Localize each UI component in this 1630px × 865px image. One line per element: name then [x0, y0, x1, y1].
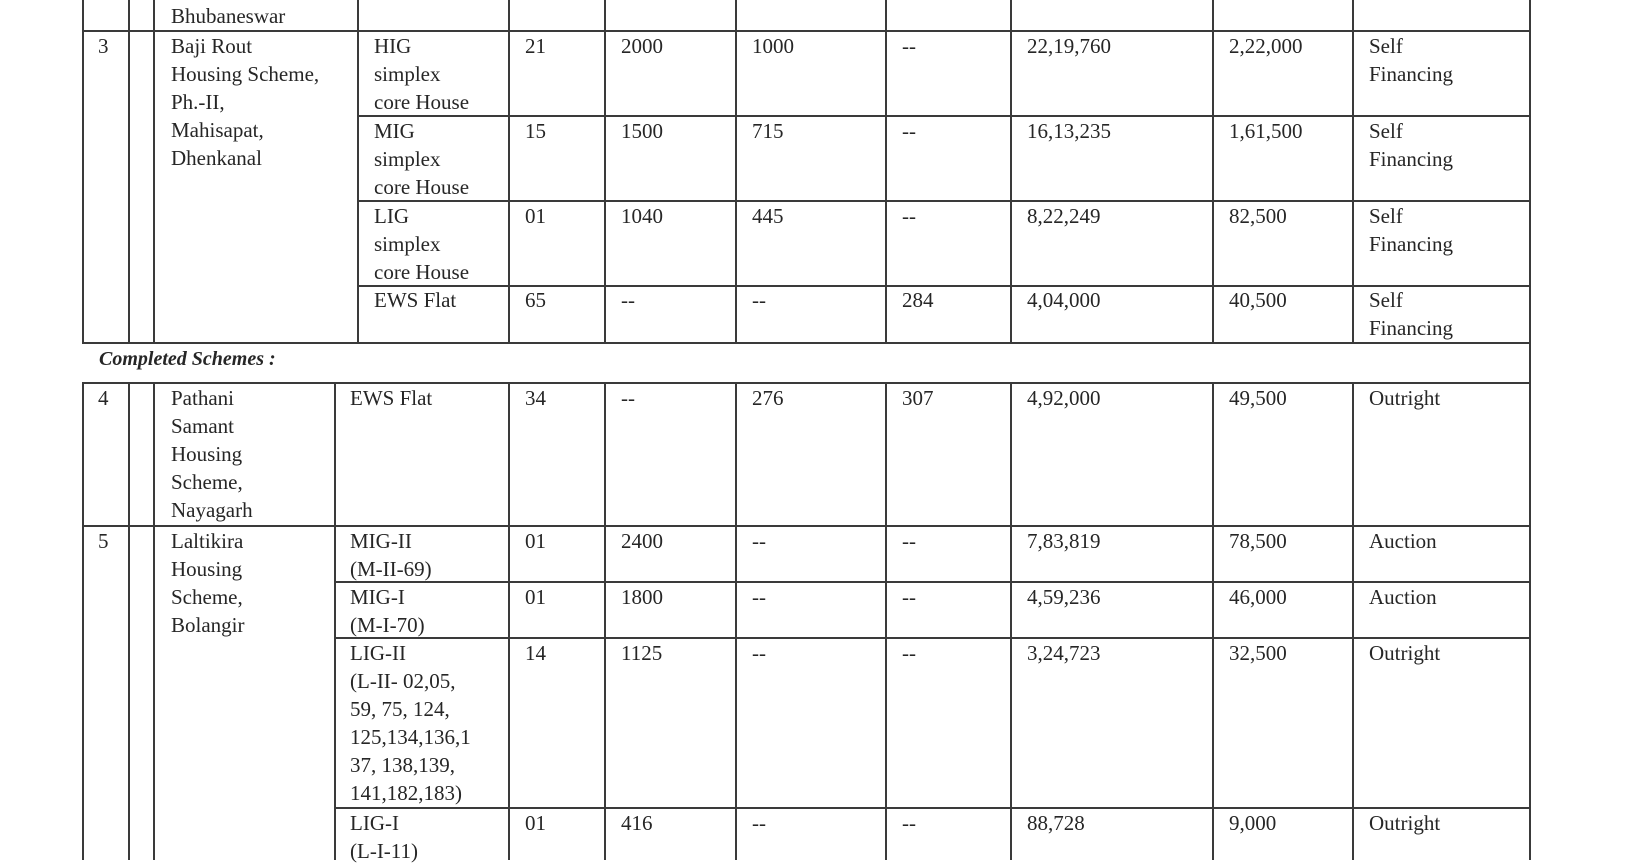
rule — [334, 382, 336, 860]
plot-cell: 276 — [752, 386, 784, 410]
cost-cell: 3,24,723 — [1027, 641, 1101, 665]
plinth-cell: -- — [621, 288, 635, 312]
rule — [885, 382, 887, 860]
plot-cell: -- — [752, 641, 766, 665]
area-cell: -- — [902, 529, 916, 553]
rule — [604, 382, 606, 860]
mode-cell: Self Financing — [1369, 288, 1453, 340]
plot-cell: -- — [752, 585, 766, 609]
rule — [604, 0, 606, 342]
rule — [1352, 0, 1354, 342]
category-cell: EWS Flat — [350, 386, 433, 410]
area-cell: -- — [902, 119, 916, 143]
cost-cell: 4,92,000 — [1027, 386, 1101, 410]
area-cell: 307 — [902, 386, 934, 410]
category-cell: MIG-I (M-I-70) — [350, 585, 425, 637]
category-cell: HIG simplex core House — [374, 34, 470, 114]
rule — [735, 0, 737, 342]
units-cell: 14 — [525, 641, 546, 665]
area-cell: -- — [902, 641, 916, 665]
rule — [1212, 382, 1214, 860]
rule — [1529, 0, 1531, 860]
serial-number: 5 — [98, 529, 109, 553]
mode-cell: Self Financing — [1369, 204, 1453, 256]
rule — [82, 0, 84, 342]
category-cell: LIG-II (L-II- 02,05, 59, 75, 124, 125,134,136,1 37, 138,139, 141,182,183) — [350, 641, 471, 805]
scheme-name: Laltikira Housing Scheme, Bolangir — [171, 529, 245, 637]
plinth-cell: 1125 — [621, 641, 663, 665]
category-cell: MIG simplex core House — [374, 119, 470, 199]
area-cell: 284 — [902, 288, 934, 312]
mode-cell: Self Financing — [1369, 119, 1453, 171]
plinth-cell: 1040 — [621, 204, 663, 228]
cost-cell: 4,59,236 — [1027, 585, 1101, 609]
area-cell: -- — [902, 204, 916, 228]
units-cell: 15 — [525, 119, 546, 143]
rule — [508, 382, 510, 860]
deposit-cell: 9,000 — [1229, 811, 1277, 835]
units-cell: 34 — [525, 386, 546, 410]
category-cell: MIG-II (M-II-69) — [350, 529, 432, 581]
plot-cell: -- — [752, 811, 766, 835]
deposit-cell: 32,500 — [1229, 641, 1287, 665]
area-cell: -- — [902, 34, 916, 58]
rule — [82, 342, 1531, 344]
plinth-cell: 1500 — [621, 119, 663, 143]
units-cell: 01 — [525, 585, 546, 609]
plot-cell: 1000 — [752, 34, 794, 58]
category-cell: EWS Flat — [374, 288, 457, 312]
deposit-cell: 78,500 — [1229, 529, 1287, 553]
rule — [1010, 0, 1012, 342]
plinth-cell: 1800 — [621, 585, 663, 609]
plinth-cell: 416 — [621, 811, 653, 835]
scheme-name: Pathani Samant Housing Scheme, Nayagarh — [171, 386, 253, 522]
cost-cell: 22,19,760 — [1027, 34, 1111, 58]
rule — [1212, 0, 1214, 342]
cost-cell: 4,04,000 — [1027, 288, 1101, 312]
deposit-cell: 1,61,500 — [1229, 119, 1303, 143]
plinth-cell: -- — [621, 386, 635, 410]
plot-cell: 445 — [752, 204, 784, 228]
units-cell: 21 — [525, 34, 546, 58]
plot-cell: -- — [752, 529, 766, 553]
serial-number: 4 — [98, 386, 109, 410]
rule — [508, 0, 510, 342]
rule — [1352, 382, 1354, 860]
deposit-cell: 49,500 — [1229, 386, 1287, 410]
location-cell: Bhubaneswar — [171, 4, 286, 28]
serial-number: 3 — [98, 34, 109, 58]
rule — [128, 0, 130, 342]
plot-cell: 715 — [752, 119, 784, 143]
rule — [82, 382, 84, 860]
rule — [128, 382, 130, 860]
rule — [885, 0, 887, 342]
deposit-cell: 2,22,000 — [1229, 34, 1303, 58]
category-cell: LIG simplex core House — [374, 204, 470, 284]
mode-cell: Outright — [1369, 811, 1441, 835]
cost-cell: 8,22,249 — [1027, 204, 1101, 228]
plinth-cell: 2000 — [621, 34, 663, 58]
mode-cell: Outright — [1369, 386, 1441, 410]
category-cell: LIG-I (L-I-11) — [350, 811, 419, 863]
units-cell: 01 — [525, 529, 546, 553]
rule — [82, 382, 1531, 384]
rule — [357, 0, 359, 342]
cost-cell: 7,83,819 — [1027, 529, 1101, 553]
scheme-name: Baji Rout Housing Scheme, Ph.-II, Mahisapat, Dhenkanal — [171, 34, 320, 170]
cost-cell: 88,728 — [1027, 811, 1085, 835]
deposit-cell: 46,000 — [1229, 585, 1287, 609]
rule — [82, 525, 1531, 527]
deposit-cell: 40,500 — [1229, 288, 1287, 312]
mode-cell: Auction — [1369, 529, 1437, 553]
rule — [735, 382, 737, 860]
area-cell: -- — [902, 585, 916, 609]
area-cell: -- — [902, 811, 916, 835]
mode-cell: Self Financing — [1369, 34, 1453, 86]
units-cell: 01 — [525, 204, 546, 228]
rule — [153, 382, 155, 860]
plot-cell: -- — [752, 288, 766, 312]
units-cell: 01 — [525, 811, 546, 835]
plinth-cell: 2400 — [621, 529, 663, 553]
deposit-cell: 82,500 — [1229, 204, 1287, 228]
cost-cell: 16,13,235 — [1027, 119, 1111, 143]
units-cell: 65 — [525, 288, 546, 312]
section-heading: Completed Schemes : — [99, 348, 276, 370]
mode-cell: Auction — [1369, 585, 1437, 609]
rule — [1010, 382, 1012, 860]
mode-cell: Outright — [1369, 641, 1441, 665]
rule — [153, 0, 155, 342]
